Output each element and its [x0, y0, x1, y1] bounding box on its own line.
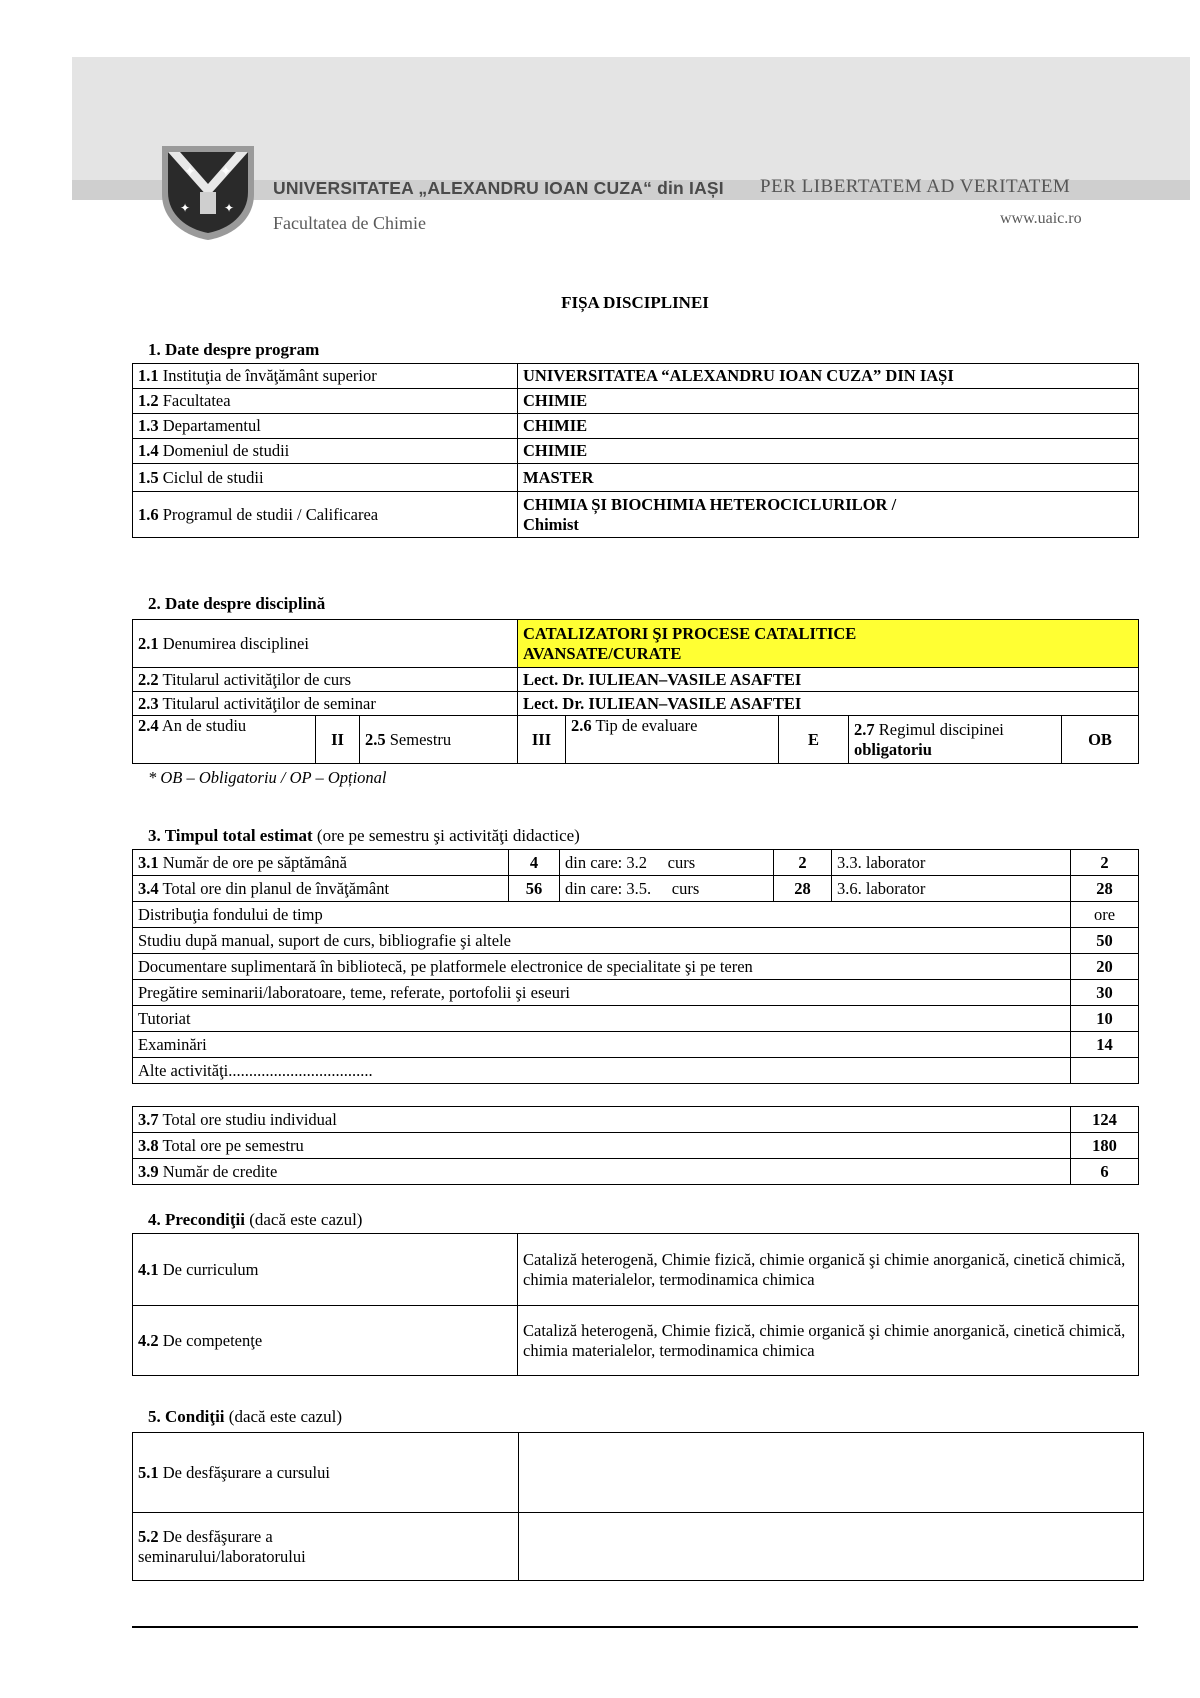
preconditions-table: [132, 1233, 1139, 1376]
table-row: Examinări 14: [133, 1032, 1139, 1058]
discipline-table: [132, 619, 1139, 764]
table-row: 1.1 Instituţia de învăţământ superior UNIVERSITATEA “ALEXANDRU IOAN CUZA” DIN IAȘI: [133, 364, 1139, 389]
table-row: 3.8 Total ore pe semestru 180: [133, 1133, 1139, 1159]
table-row: 4.1 De curriculum Cataliză heterogenă, Chimie fizică, chimie organică şi chimie anorganică, cinetică chimică, chimia materialelor, termodinamica chimica: [133, 1234, 1139, 1306]
time-table: [132, 849, 1139, 1084]
table-row: Pregătire seminarii/laboratoare, teme, referate, portofolii şi eseuri 30: [133, 980, 1139, 1006]
university-motto: PER LIBERTATEM AD VERITATEM: [760, 176, 1071, 197]
table-row: Tutoriat 10: [133, 1006, 1139, 1032]
table-row: 3.1 Număr de ore pe săptămână 4 din care: 3.2 curs 2 3.3. laborator 2: [133, 850, 1139, 876]
table-row: Studiu după manual, suport de curs, bibliografie şi altele 50: [133, 928, 1139, 954]
table-row: Distribuţia fondului de timp ore: [133, 902, 1139, 928]
table-row: 1.6 Programul de studii / Calificarea CHIMIA ȘI BIOCHIMIA HETEROCICLURILOR / Chimist: [133, 492, 1139, 538]
section-4-title: 4. Precondiţii (dacă este cazul): [148, 1210, 363, 1229]
table-row: 2.3 Titularul activităţilor de seminar Lect. Dr. IULIEAN–VASILE ASAFTEI: [133, 692, 1139, 716]
university-name: UNIVERSITATEA „ALEXANDRU IOAN CUZA“ din IAȘI: [273, 178, 724, 198]
table-row: 3.4 Total ore din planul de învăţământ 56 din care: 3.5. curs 28 3.6. laborator 28: [133, 876, 1139, 902]
section-1-title: 1. Date despre program: [148, 340, 320, 359]
table-row: 2.4 An de studiu II 2.5 Semestru III 2.6 Tip de evaluare E 2.7 Regimul discipinei obligatoriu OB: [133, 716, 1139, 764]
table-row: 1.3 Departamentul CHIMIE: [133, 414, 1139, 439]
table-row: 1.4 Domeniul de studii CHIMIE: [133, 439, 1139, 464]
table-row: 3.9 Număr de credite 6: [133, 1159, 1139, 1185]
footer-rule: [132, 1626, 1138, 1628]
discipline-name: CATALIZATORI ŞI PROCESE CATALITICE AVANSATE/CURATE: [518, 620, 1139, 668]
table-row: Alte activităţi...................................: [133, 1058, 1139, 1084]
table-row: 2.1 Denumirea disciplinei CATALIZATORI ŞI PROCESE CATALITICE AVANSATE/CURATE: [133, 620, 1139, 668]
conditions-table: [132, 1432, 1144, 1581]
table-row: 2.2 Titularul activităţilor de curs Lect. Dr. IULIEAN–VASILE ASAFTEI: [133, 668, 1139, 692]
institution-value: UNIVERSITATEA “ALEXANDRU IOAN CUZA” DIN IAȘI: [518, 364, 1139, 389]
faculty-name: Facultatea de Chimie: [273, 213, 426, 233]
table-row: 1.2 Facultatea CHIMIE: [133, 389, 1139, 414]
table-row: 3.7 Total ore studiu individual 124: [133, 1107, 1139, 1133]
program-table: [132, 363, 1139, 538]
table-row: 5.1 De desfăşurare a cursului: [133, 1433, 1144, 1513]
svg-text:✦: ✦: [180, 201, 191, 215]
table-row: 1.5 Ciclul de studii MASTER: [133, 464, 1139, 492]
evaluation-note: * OB – Obligatoriu / OP – Opțional: [148, 768, 387, 787]
section-5-title: 5. Condiţii (dacă este cazul): [148, 1407, 343, 1426]
university-crest-logo: [158, 142, 258, 242]
document-title: FIȘA DISCIPLINEI: [561, 293, 709, 312]
totals-table: [132, 1106, 1139, 1185]
table-row: 5.2 De desfăşurare a seminarului/laboratorului: [133, 1513, 1144, 1581]
svg-text:✦: ✦: [184, 164, 196, 180]
website-link[interactable]: www.uaic.ro: [1000, 210, 1082, 227]
section-2-title: 2. Date despre disciplină: [148, 594, 326, 613]
svg-text:✦: ✦: [220, 164, 232, 180]
table-row: Documentare suplimentară în bibliotecă, pe platformele electronice de specialitate şi pe teren 20: [133, 954, 1139, 980]
svg-text:✦: ✦: [224, 201, 235, 215]
section-3-title: 3. Timpul total estimat (ore pe semestru şi activităţi didactice): [148, 826, 580, 845]
table-row: 4.2 De competenţe Cataliză heterogenă, Chimie fizică, chimie organică şi chimie anorganică, cinetică chimică, chimia materialelor, termodinamica chimica: [133, 1306, 1139, 1376]
